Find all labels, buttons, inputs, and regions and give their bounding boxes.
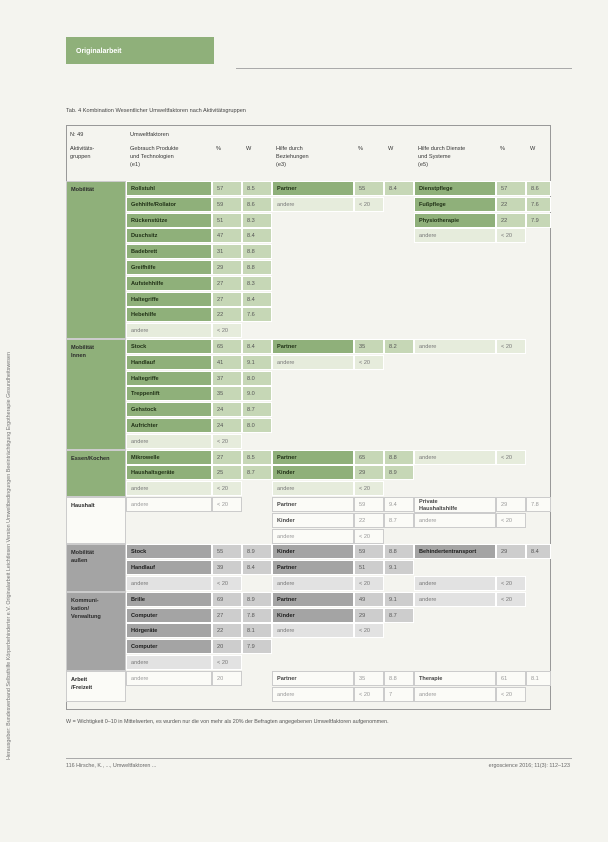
percent-cell: 29	[212, 260, 242, 275]
footer-journal: ergoscience 2016; 11(3): 112–123	[488, 763, 570, 769]
factor-cell: Gehstock	[126, 402, 212, 417]
factor-cell: Private Haushaltshilfe	[414, 497, 496, 513]
footer-rule	[66, 758, 572, 759]
factor-cell: Haltegriffe	[126, 371, 212, 386]
factor-cell: andere	[414, 450, 496, 465]
factor-cell: Kinder	[272, 544, 354, 559]
weight-cell: 8.3	[242, 213, 272, 228]
header-col2: Hilfe durch Beziehungen (e3)	[276, 146, 309, 168]
weight-cell: 9.1	[384, 560, 414, 575]
percent-cell: < 20	[212, 497, 242, 512]
percent-cell: < 20	[496, 228, 526, 243]
activity-group: Essen/Kochen	[66, 450, 126, 497]
weight-cell: 7.8	[242, 608, 272, 623]
factor-cell: Partner	[272, 339, 354, 354]
weight-cell: 8.8	[242, 260, 272, 275]
factor-cell: andere	[272, 355, 354, 370]
factor-cell: Greifhilfe	[126, 260, 212, 275]
factor-cell: Partner	[272, 560, 354, 575]
factor-cell: Computer	[126, 639, 212, 654]
factor-cell: Physiotherapie	[414, 213, 496, 228]
percent-cell: < 20	[354, 687, 384, 702]
factor-cell: andere	[414, 513, 496, 528]
factor-cell: andere	[414, 592, 496, 607]
percent-cell: 61	[496, 671, 526, 686]
percent-cell: 35	[212, 386, 242, 401]
weight-cell: 8.5	[242, 450, 272, 465]
factor-cell: Brille	[126, 592, 212, 607]
percent-cell: 35	[354, 339, 384, 354]
percent-cell: 29	[354, 608, 384, 623]
factor-cell: andere	[414, 687, 496, 702]
header-col1-w: W	[246, 146, 252, 152]
percent-cell: < 20	[354, 529, 384, 544]
factor-cell: Rückenstütze	[126, 213, 212, 228]
weight-cell: 8.6	[526, 181, 551, 196]
factor-cell: andere	[272, 687, 354, 702]
percent-cell: 57	[212, 181, 242, 196]
percent-cell: < 20	[496, 339, 526, 354]
header-col1: Gebrauch Produkte und Technologien (e1)	[130, 146, 179, 168]
sidebar-legal-text: Herausgeber: Bundesverband Selbsthilfe Körperbehinderter e.V. Originalarbeit Leichtlesen Version Umweltbedingungen Beeinträchtigung Ergotherapie Gesundheitswesen	[6, 352, 12, 760]
weight-cell: 7.9	[526, 213, 551, 228]
factor-cell: Computer	[126, 608, 212, 623]
factor-cell: Partner	[272, 592, 354, 607]
percent-cell: 41	[212, 355, 242, 370]
percent-cell: 49	[354, 592, 384, 607]
factor-cell: Kinder	[272, 608, 354, 623]
header-environmental-factors: Umweltfaktoren	[130, 132, 169, 138]
percent-cell: 20	[212, 639, 242, 654]
percent-cell: < 20	[496, 450, 526, 465]
percent-cell: 27	[212, 450, 242, 465]
weight-cell: 9.0	[242, 386, 272, 401]
factor-cell: Fußpflege	[414, 197, 496, 212]
factor-cell: Therapie	[414, 671, 496, 686]
weight-cell: 8.2	[384, 339, 414, 354]
percent-cell: 29	[354, 465, 384, 480]
weight-cell: 8.4	[526, 544, 551, 559]
activity-group: Mobilität außen	[66, 544, 126, 591]
weight-cell: 7.6	[242, 307, 272, 322]
percent-cell: 22	[354, 513, 384, 528]
factor-cell: andere	[272, 529, 354, 544]
percent-cell: 27	[212, 608, 242, 623]
weight-cell: 8.1	[526, 671, 551, 686]
percent-cell: < 20	[496, 576, 526, 591]
factor-cell: andere	[126, 434, 212, 449]
header-col2-pct: %	[358, 146, 363, 152]
header-col3-pct: %	[500, 146, 505, 152]
percent-cell: < 20	[354, 197, 384, 212]
factor-cell: andere	[126, 671, 212, 686]
factor-cell: Rollstuhl	[126, 181, 212, 196]
factor-cell: andere	[126, 497, 212, 512]
footnote: W = Wichtigkeit 0–10 in Mittelwerten, es wurden nur die von mehr als 20% der Befragten angegebenen Umweltfaktoren aufgenommen.	[66, 719, 389, 725]
percent-cell: < 20	[212, 434, 242, 449]
factor-cell: Partner	[272, 497, 354, 512]
header-col3-w: W	[530, 146, 536, 152]
percent-cell: 47	[212, 228, 242, 243]
weight-cell: 8.7	[242, 465, 272, 480]
percent-cell: 29	[496, 544, 526, 559]
weight-cell: 8.6	[242, 197, 272, 212]
percent-cell: < 20	[354, 576, 384, 591]
weight-cell: 9.4	[384, 497, 414, 512]
weight-cell: 8.4	[242, 292, 272, 307]
percent-cell: < 20	[212, 323, 242, 338]
weight-cell: 8.7	[242, 402, 272, 417]
factor-cell: andere	[414, 339, 496, 354]
factor-cell: andere	[126, 655, 212, 670]
weight-cell: 7	[384, 687, 414, 702]
weight-cell: 8.5	[242, 181, 272, 196]
factor-cell: Handlauf	[126, 355, 212, 370]
percent-cell: 69	[212, 592, 242, 607]
factor-cell: Handlauf	[126, 560, 212, 575]
activity-group: Arbeit /Freizeit	[66, 671, 126, 703]
weight-cell: 9.1	[242, 355, 272, 370]
percent-cell: < 20	[496, 687, 526, 702]
factor-cell: Gehhilfe/Rollator	[126, 197, 212, 212]
factor-cell: Aufstehhilfe	[126, 276, 212, 291]
activity-group: Mobilität Innen	[66, 339, 126, 450]
section-label: Originalarbeit	[66, 37, 214, 64]
percent-cell: 22	[496, 213, 526, 228]
table-caption: Tab. 4 Kombination Wesentlicher Umweltfaktoren nach Aktivitätsgruppen	[66, 108, 246, 114]
weight-cell: 7.9	[242, 639, 272, 654]
percent-cell: 35	[354, 671, 384, 686]
factor-cell: Stock	[126, 339, 212, 354]
weight-cell: 8.8	[384, 450, 414, 465]
factor-cell: andere	[126, 481, 212, 496]
percent-cell: 20	[212, 671, 242, 686]
percent-cell: 51	[212, 213, 242, 228]
factor-cell: andere	[414, 228, 496, 243]
percent-cell: 31	[212, 244, 242, 259]
percent-cell: 39	[212, 560, 242, 575]
factor-cell: andere	[272, 197, 354, 212]
percent-cell: 59	[354, 544, 384, 559]
percent-cell: 27	[212, 292, 242, 307]
percent-cell: < 20	[354, 355, 384, 370]
factor-cell: Treppenlift	[126, 386, 212, 401]
percent-cell: 22	[212, 307, 242, 322]
weight-cell: 8.9	[242, 592, 272, 607]
header-col1-pct: %	[216, 146, 221, 152]
percent-cell: 27	[212, 276, 242, 291]
factor-cell: andere	[126, 576, 212, 591]
percent-cell: 22	[212, 623, 242, 638]
percent-cell: 65	[354, 450, 384, 465]
weight-cell: 8.0	[242, 371, 272, 386]
weight-cell: 8.8	[242, 244, 272, 259]
percent-cell: < 20	[496, 513, 526, 528]
weight-cell: 8.7	[384, 608, 414, 623]
percent-cell: 51	[354, 560, 384, 575]
weight-cell: 8.8	[384, 671, 414, 686]
header-rule	[236, 68, 572, 69]
weight-cell: 7.8	[526, 497, 551, 512]
percent-cell: 59	[212, 197, 242, 212]
weight-cell: 8.9	[242, 544, 272, 559]
weight-cell: 8.3	[242, 276, 272, 291]
factor-cell: Partner	[272, 181, 354, 196]
weight-cell: 8.1	[242, 623, 272, 638]
factor-cell: Kinder	[272, 513, 354, 528]
weight-cell: 9.1	[384, 592, 414, 607]
percent-cell: 37	[212, 371, 242, 386]
percent-cell: 55	[212, 544, 242, 559]
weight-cell: 8.9	[384, 465, 414, 480]
factor-cell: Mikrowelle	[126, 450, 212, 465]
percent-cell: < 20	[212, 481, 242, 496]
percent-cell: 57	[496, 181, 526, 196]
factor-cell: Haltegriffe	[126, 292, 212, 307]
activity-group: Kommuni- kation/ Verwaltung	[66, 592, 126, 671]
factor-cell: Dienstpflege	[414, 181, 496, 196]
percent-cell: 65	[212, 339, 242, 354]
factor-cell: Badebrett	[126, 244, 212, 259]
percent-cell: < 20	[354, 481, 384, 496]
percent-cell: 29	[496, 497, 526, 512]
weight-cell: 7.6	[526, 197, 551, 212]
weight-cell: 8.4	[242, 228, 272, 243]
factor-cell: Haushaltsgeräte	[126, 465, 212, 480]
activity-group: Mobilität	[66, 181, 126, 339]
factor-cell: andere	[272, 576, 354, 591]
factor-cell: Duschsitz	[126, 228, 212, 243]
footer-citation: 116 Hirsche, K., ..., Umweltfaktoren ...	[66, 763, 157, 769]
weight-cell: 8.0	[242, 418, 272, 433]
percent-cell: 24	[212, 418, 242, 433]
weight-cell: 8.4	[384, 181, 414, 196]
factor-cell: Aufrichter	[126, 418, 212, 433]
factor-cell: Partner	[272, 450, 354, 465]
percent-cell: 55	[354, 181, 384, 196]
percent-cell: < 20	[212, 576, 242, 591]
weight-cell: 8.8	[384, 544, 414, 559]
percent-cell: 59	[354, 497, 384, 512]
percent-cell: < 20	[496, 592, 526, 607]
factor-cell: Behindertentransport	[414, 544, 496, 559]
factor-cell: Hörgeräte	[126, 623, 212, 638]
factor-cell: andere	[272, 623, 354, 638]
activity-group: Haushalt	[66, 497, 126, 544]
factor-cell: Hebehilfe	[126, 307, 212, 322]
percent-cell: 25	[212, 465, 242, 480]
header-col2-w: W	[388, 146, 394, 152]
percent-cell: 24	[212, 402, 242, 417]
weight-cell: 8.4	[242, 339, 272, 354]
percent-cell: < 20	[354, 623, 384, 638]
weight-cell: 8.4	[242, 560, 272, 575]
percent-cell: < 20	[212, 655, 242, 670]
header-col3: Hilfe durch Dienste und Systeme (e5)	[418, 146, 466, 168]
factor-cell: andere	[414, 576, 496, 591]
percent-cell: 22	[496, 197, 526, 212]
header-activity-groups: Aktivitäts- gruppen	[70, 146, 95, 160]
factor-cell: Kinder	[272, 465, 354, 480]
factor-cell: Partner	[272, 671, 354, 686]
weight-cell: 8.7	[384, 513, 414, 528]
factor-cell: Stock	[126, 544, 212, 559]
factor-cell: andere	[272, 481, 354, 496]
factor-cell: andere	[126, 323, 212, 338]
header-n: N: 49	[70, 132, 84, 138]
